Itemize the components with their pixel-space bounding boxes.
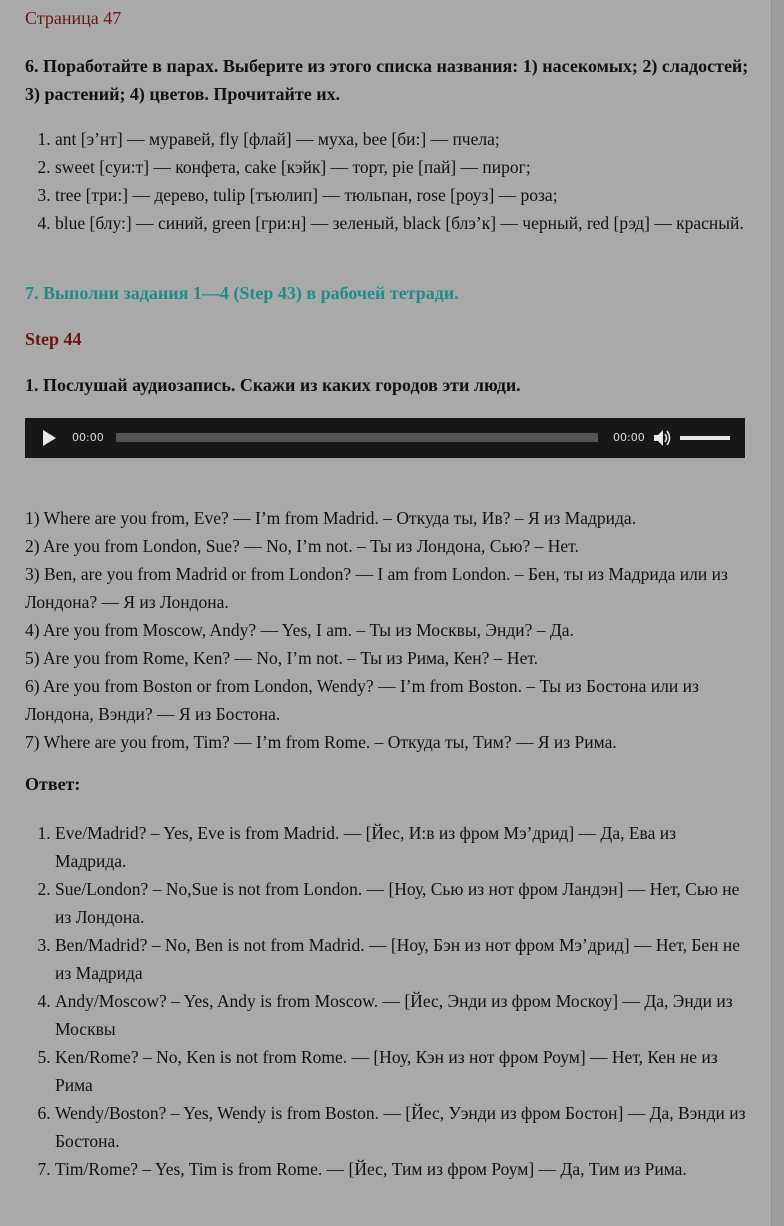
volume-icon[interactable] (653, 429, 673, 447)
list-item: 1. ant [э’нт] — муравей, fly [флай] — муха, bee [би:] — пчела; (55, 125, 750, 153)
volume-slider[interactable] (680, 436, 730, 440)
step-heading: Step 44 (25, 329, 82, 349)
dialog-lines (25, 504, 750, 756)
list-item: 2. sweet [суи:т] — конфета, cake [кэйк] — торт, pie [пай] — пирог; (55, 153, 750, 181)
dialog-line: 6) Are you from Boston or from London, Wendy? — I’m from Boston. – Ты из Бостона или из Лондона, Вэнди? — Я из Бостона. (25, 676, 699, 724)
task1-title: 1. Послушай аудиозапись. Скажи из каких городов эти люди. (25, 375, 521, 395)
duration: 00:00 (613, 431, 645, 444)
list-item: 6. Wendy/Boston? – Yes, Wendy is from Boston. — [Йес, Уэнди из фром Бостон] — Да, Вэнди из Бостона. (55, 1099, 750, 1155)
dialog-line: 1) Where are you from, Eve? — I’m from Madrid. – Откуда ты, Ив? – Я из Мадрида. (25, 508, 637, 528)
dialog-line: 5) Are you from Rome, Ken? — No, I’m not. – Ты из Рима, Кен? – Нет. (25, 648, 539, 668)
list-item: 5. Ken/Rome? – No, Ken is not from Rome. — [Ноу, Кэн из нот фром Роум] — Нет, Кен не из Рима (55, 1043, 750, 1099)
list-item: 4. Andy/Moscow? – Yes, Andy is from Moscow. — [Йес, Энди из фром Москоу] — Да, Энди из Москвы (55, 987, 750, 1043)
dialog-line: 3) Ben, are you from Madrid or from London? — I am from London. – Бен, ты из Мадрида или из Лондона? — Я из Лондона. (25, 564, 728, 612)
list-item: 3. tree [три:] — дерево, tulip [тъюлип] — тюльпан, rose [роуз] — роза; (55, 181, 750, 209)
dialog-line: 7) Where are you from, Tim? — I’m from Rome. – Откуда ты, Тим? — Я из Рима. (25, 732, 617, 752)
list-item: 7. Tim/Rome? – Yes, Tim is from Rome. — [Йес, Тим из фром Роум] — Да, Тим из Рима. (55, 1155, 750, 1183)
task6-title: 6. Поработайте в парах. Выберите из этого списка названия: 1) насекомых; 2) сладостей; 3) растений; 4) цветов. Прочитайте их. (25, 56, 749, 104)
list-item: 2. Sue/London? – No,Sue is not from London. — [Ноу, Сью из нот фром Ландэн] — Нет, Сью не из Лондона. (55, 875, 750, 931)
scrollbar[interactable] (771, 0, 784, 1226)
page-label: Страница 47 (25, 8, 122, 28)
current-time: 00:00 (72, 431, 104, 444)
task7-link[interactable]: 7. Выполни задания 1—4 (Step 43) в рабочей тетради. (25, 283, 459, 303)
audio-player (25, 418, 745, 458)
list-item: 1. Eve/Madrid? – Yes, Eve is from Madrid. — [Йес, И:в из фром Мэ’дрид] — Да, Ева из Мадрида. (55, 819, 750, 875)
dialog-line: 4) Are you from Moscow, Andy? — Yes, I am. – Ты из Москвы, Энди? – Да. (25, 620, 574, 640)
task6-list (25, 125, 750, 237)
list-item: 4. blue [блу:] — синий, green [гри:н] — зеленый, black [блэ’к] — черный, red [рэд] — красный. (55, 209, 750, 237)
seek-bar[interactable] (116, 433, 598, 442)
dialog-line: 2) Are you from London, Sue? — No, I’m not. – Ты из Лондона, Сью? – Нет. (25, 536, 579, 556)
answers-list (25, 819, 750, 1183)
answer-label: Ответ: (25, 774, 81, 794)
play-icon[interactable] (43, 430, 56, 446)
list-item: 3. Ben/Madrid? – No, Ben is not from Madrid. — [Ноу, Бэн из нот фром Мэ’дрид] — Нет, Бен не из Мадрида (55, 931, 750, 987)
